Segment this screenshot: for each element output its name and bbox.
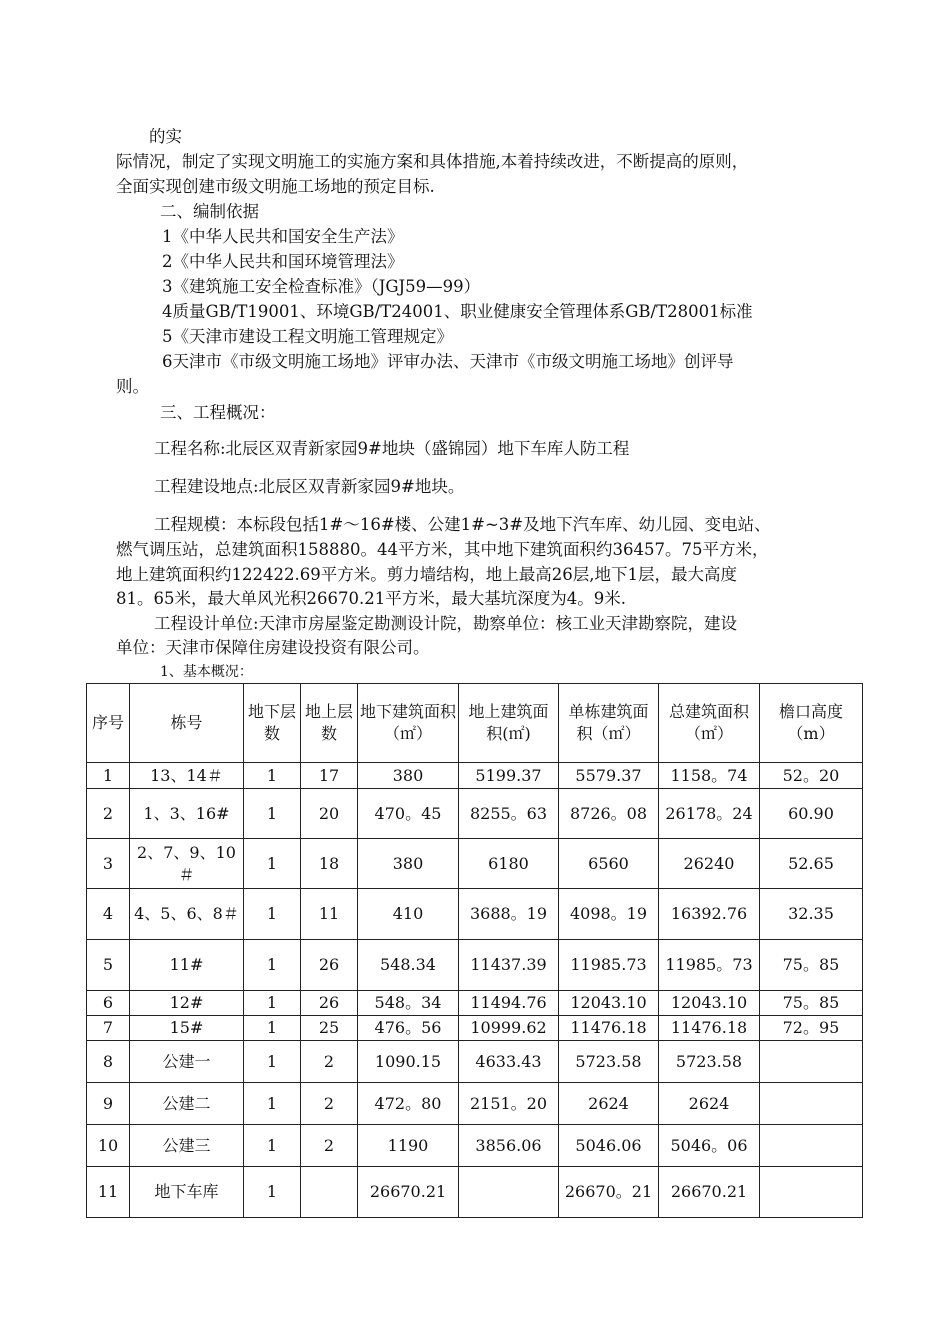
cell: 1、3、16#	[130, 789, 244, 839]
cell: 8	[87, 1041, 130, 1083]
cell: 5046。06	[659, 1125, 760, 1167]
header-index: 序号	[87, 684, 130, 763]
cell: 26670。21	[559, 1167, 659, 1218]
cell	[760, 1041, 863, 1083]
cell: 6180	[459, 839, 559, 889]
basis-item-4: 4质量GB/T19001、环境GB/T24001、职业健康安全管理体系GB/T28001标准	[162, 302, 753, 321]
cell: 13、14＃	[130, 763, 244, 789]
paragraph-3: 全面实现创建市级文明施工场地的预定目标.	[116, 177, 435, 196]
cell: 75。85	[760, 991, 863, 1016]
cell: 2	[301, 1125, 358, 1167]
cell: 1	[244, 991, 301, 1016]
cell: 12043.10	[659, 991, 760, 1016]
cell: 1	[87, 763, 130, 789]
paragraph-2: 际情况，制定了实现文明施工的实施方案和具体措施,本着持续改进，不断提高的原则，	[116, 152, 749, 171]
cell: 1	[244, 940, 301, 991]
cell: 75。85	[760, 940, 863, 991]
basis-item-6-cont: 则。	[116, 377, 149, 396]
basis-item-5: 5《天津市建设工程文明施工管理规定》	[162, 327, 453, 346]
cell: 3	[87, 839, 130, 889]
cell: 4、5、6、8＃	[130, 889, 244, 940]
cell: 7	[87, 1016, 130, 1041]
cell: 1158。74	[659, 763, 760, 789]
project-scale-1: 工程规模：本标段包括1#～16#楼、公建1#~3#及地下汽车库、幼儿园、变电站、	[154, 515, 771, 534]
table-row	[87, 889, 863, 940]
cell	[760, 1125, 863, 1167]
cell: 12#	[130, 991, 244, 1016]
table-row	[87, 940, 863, 991]
cell: 410	[358, 889, 459, 940]
basis-item-2: 2《中华人民共和国环境管理法》	[162, 252, 404, 271]
cell: 1	[244, 789, 301, 839]
cell: 公建二	[130, 1083, 244, 1125]
table-row	[87, 1167, 863, 1218]
cell: 2	[301, 1083, 358, 1125]
table-row	[87, 1041, 863, 1083]
cell: 470。45	[358, 789, 459, 839]
cell: 25	[301, 1016, 358, 1041]
cell	[459, 1167, 559, 1218]
header-total-area: 总建筑面积（㎡）	[659, 684, 760, 763]
basis-item-6: 6天津市《市级文明施工场地》评审办法、天津市《市级文明施工场地》创评导	[162, 352, 734, 371]
cell: 3688。19	[459, 889, 559, 940]
cell: 1	[244, 1016, 301, 1041]
section-heading-overview: 三、工程概况：	[160, 403, 276, 422]
cell: 12043.10	[559, 991, 659, 1016]
cell: 52。20	[760, 763, 863, 789]
cell: 公建三	[130, 1125, 244, 1167]
cell: 11437.39	[459, 940, 559, 991]
cell: 11#	[130, 940, 244, 991]
cell: 5723.58	[659, 1041, 760, 1083]
cell: 2151。20	[459, 1083, 559, 1125]
cell: 1	[244, 1083, 301, 1125]
header-single-area: 单栋建筑面积（㎡）	[559, 684, 659, 763]
cell: 1	[244, 1125, 301, 1167]
cell: 380	[358, 839, 459, 889]
overview-table	[86, 683, 863, 1218]
cell: 11985。73	[659, 940, 760, 991]
cell: 26178。24	[659, 789, 760, 839]
cell: 72。95	[760, 1016, 863, 1041]
header-aboveground-area: 地上建筑面积(㎡)	[459, 684, 559, 763]
cell: 5046.06	[559, 1125, 659, 1167]
cell: 18	[301, 839, 358, 889]
cell: 1090.15	[358, 1041, 459, 1083]
cell: 8726。08	[559, 789, 659, 839]
section-heading-basis: 二、编制依据	[160, 202, 259, 221]
cell: 26670.21	[659, 1167, 760, 1218]
cell: 4098。19	[559, 889, 659, 940]
table-header-row	[87, 684, 863, 763]
table-row	[87, 839, 863, 889]
cell: 5723.58	[559, 1041, 659, 1083]
header-building: 栋号	[130, 684, 244, 763]
cell: 6	[87, 991, 130, 1016]
cell: 380	[358, 763, 459, 789]
cell: 26	[301, 940, 358, 991]
cell: 4633.43	[459, 1041, 559, 1083]
cell: 26670.21	[358, 1167, 459, 1218]
table-row	[87, 991, 863, 1016]
cell: 8255。63	[459, 789, 559, 839]
cell	[760, 1167, 863, 1218]
cell: 1	[244, 763, 301, 789]
cell: 2624	[559, 1083, 659, 1125]
cell: 11476.18	[659, 1016, 760, 1041]
cell: 548。34	[358, 991, 459, 1016]
cell: 1	[244, 1041, 301, 1083]
cell: 5579.37	[559, 763, 659, 789]
cell: 公建一	[130, 1041, 244, 1083]
cell: 5199.37	[459, 763, 559, 789]
project-units-1: 工程设计单位:天津市房屋鉴定勘测设计院，勘察单位：核工业天津勘察院，建设	[154, 614, 738, 633]
header-underground-floors: 地下层数	[244, 684, 301, 763]
cell: 16392.76	[659, 889, 760, 940]
cell	[760, 1083, 863, 1125]
cell: 6560	[559, 839, 659, 889]
project-name: 工程名称:北辰区双青新家园9#地块（盛锦园）地下车库人防工程	[154, 439, 630, 458]
cell: 472。80	[358, 1083, 459, 1125]
table-row	[87, 1083, 863, 1125]
table-row	[87, 763, 863, 789]
cell: 11985.73	[559, 940, 659, 991]
project-units-2: 单位：天津市保障住房建设投资有限公司。	[116, 638, 430, 657]
cell	[301, 1167, 358, 1218]
project-scale-3: 地上建筑面积约122422.69平方米。剪力墙结构，地上最高26层,地下1层，最大高度	[116, 565, 737, 584]
cell: 26	[301, 991, 358, 1016]
header-aboveground-floors: 地上层数	[301, 684, 358, 763]
cell: 20	[301, 789, 358, 839]
header-underground-area: 地下建筑面积（㎡）	[358, 684, 459, 763]
cell: 11	[301, 889, 358, 940]
project-location: 工程建设地点:北辰区双青新家园9#地块。	[154, 477, 465, 496]
cell: 11494.76	[459, 991, 559, 1016]
project-scale-2: 燃气调压站，总建筑面积158880。44平方米，其中地下建筑面积约36457。75平方米，	[116, 540, 769, 559]
cell: 2624	[659, 1083, 760, 1125]
cell: 60.90	[760, 789, 863, 839]
cell: 26240	[659, 839, 760, 889]
cell: 4	[87, 889, 130, 940]
cell: 17	[301, 763, 358, 789]
cell: 1	[244, 839, 301, 889]
cell: 1	[244, 1167, 301, 1218]
paragraph-1: 的实	[149, 127, 182, 146]
table-row	[87, 1125, 863, 1167]
cell: 11476.18	[559, 1016, 659, 1041]
cell: 10999.62	[459, 1016, 559, 1041]
cell: 11	[87, 1167, 130, 1218]
cell: 2、7、9、10＃	[130, 839, 244, 889]
cell: 52.65	[760, 839, 863, 889]
cell: 3856.06	[459, 1125, 559, 1167]
cell: 32.35	[760, 889, 863, 940]
cell: 476。56	[358, 1016, 459, 1041]
table-row	[87, 789, 863, 839]
cell: 1	[244, 889, 301, 940]
header-eave-height: 檐口高度（m）	[760, 684, 863, 763]
cell: 9	[87, 1083, 130, 1125]
basis-item-3: 3《建筑施工安全检查标准》（JGJ59—99）	[162, 277, 481, 296]
project-scale-4: 81。65米，最大单风光积26670.21平方米，最大基坑深度为4。9米.	[116, 589, 626, 608]
cell: 548.34	[358, 940, 459, 991]
table-row	[87, 1016, 863, 1041]
cell: 10	[87, 1125, 130, 1167]
basis-item-1: 1《中华人民共和国安全生产法》	[162, 227, 404, 246]
cell: 1190	[358, 1125, 459, 1167]
table-caption: 1、基本概况：	[160, 664, 253, 680]
cell: 15#	[130, 1016, 244, 1041]
cell: 5	[87, 940, 130, 991]
cell: 2	[301, 1041, 358, 1083]
cell: 地下车库	[130, 1167, 244, 1218]
cell: 2	[87, 789, 130, 839]
